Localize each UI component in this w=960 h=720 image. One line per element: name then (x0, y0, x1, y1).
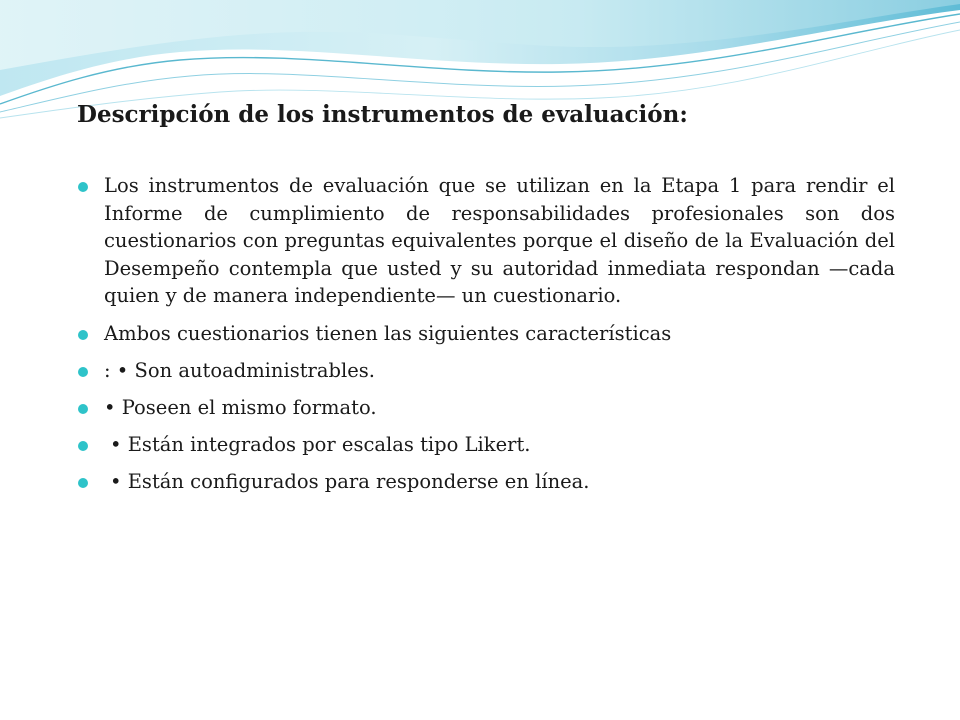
slide-title: Descripción de los instrumentos de evaluación: (77, 101, 688, 128)
bullet-text: Los instrumentos de evaluación que se utilizan en la Etapa 1 para rendir el Informe de cumplimiento de responsabilidades profesionales son dos cuestionarios con preguntas equivalentes porque el diseño de la Evaluación del Desempeño contempla que usted y su autoridad inmediata respondan —cada quien y de manera independiente— un cuestionario. (104, 174, 895, 307)
bullet-text: • Están configurados para responderse en línea. (110, 469, 590, 493)
bullet-dot-icon (78, 441, 88, 451)
list-item (75, 357, 895, 385)
bullet-dot-icon (78, 182, 88, 192)
bullet-dot-icon (78, 330, 88, 340)
list-item (75, 394, 895, 422)
bullet-dot-icon (78, 404, 88, 414)
list-item (75, 320, 895, 348)
bullet-text: : • Son autoadministrables. (104, 358, 375, 382)
list-item (75, 468, 895, 496)
bullet-list (75, 172, 895, 505)
list-item (75, 431, 895, 459)
bullet-text: Ambos cuestionarios tienen las siguientes características (104, 321, 672, 345)
list-item (75, 172, 895, 310)
bullet-text: • Poseen el mismo formato. (104, 395, 377, 419)
bullet-dot-icon (78, 367, 88, 377)
bullet-text: • Están integrados por escalas tipo Likert. (110, 432, 531, 456)
bullet-dot-icon (78, 478, 88, 488)
